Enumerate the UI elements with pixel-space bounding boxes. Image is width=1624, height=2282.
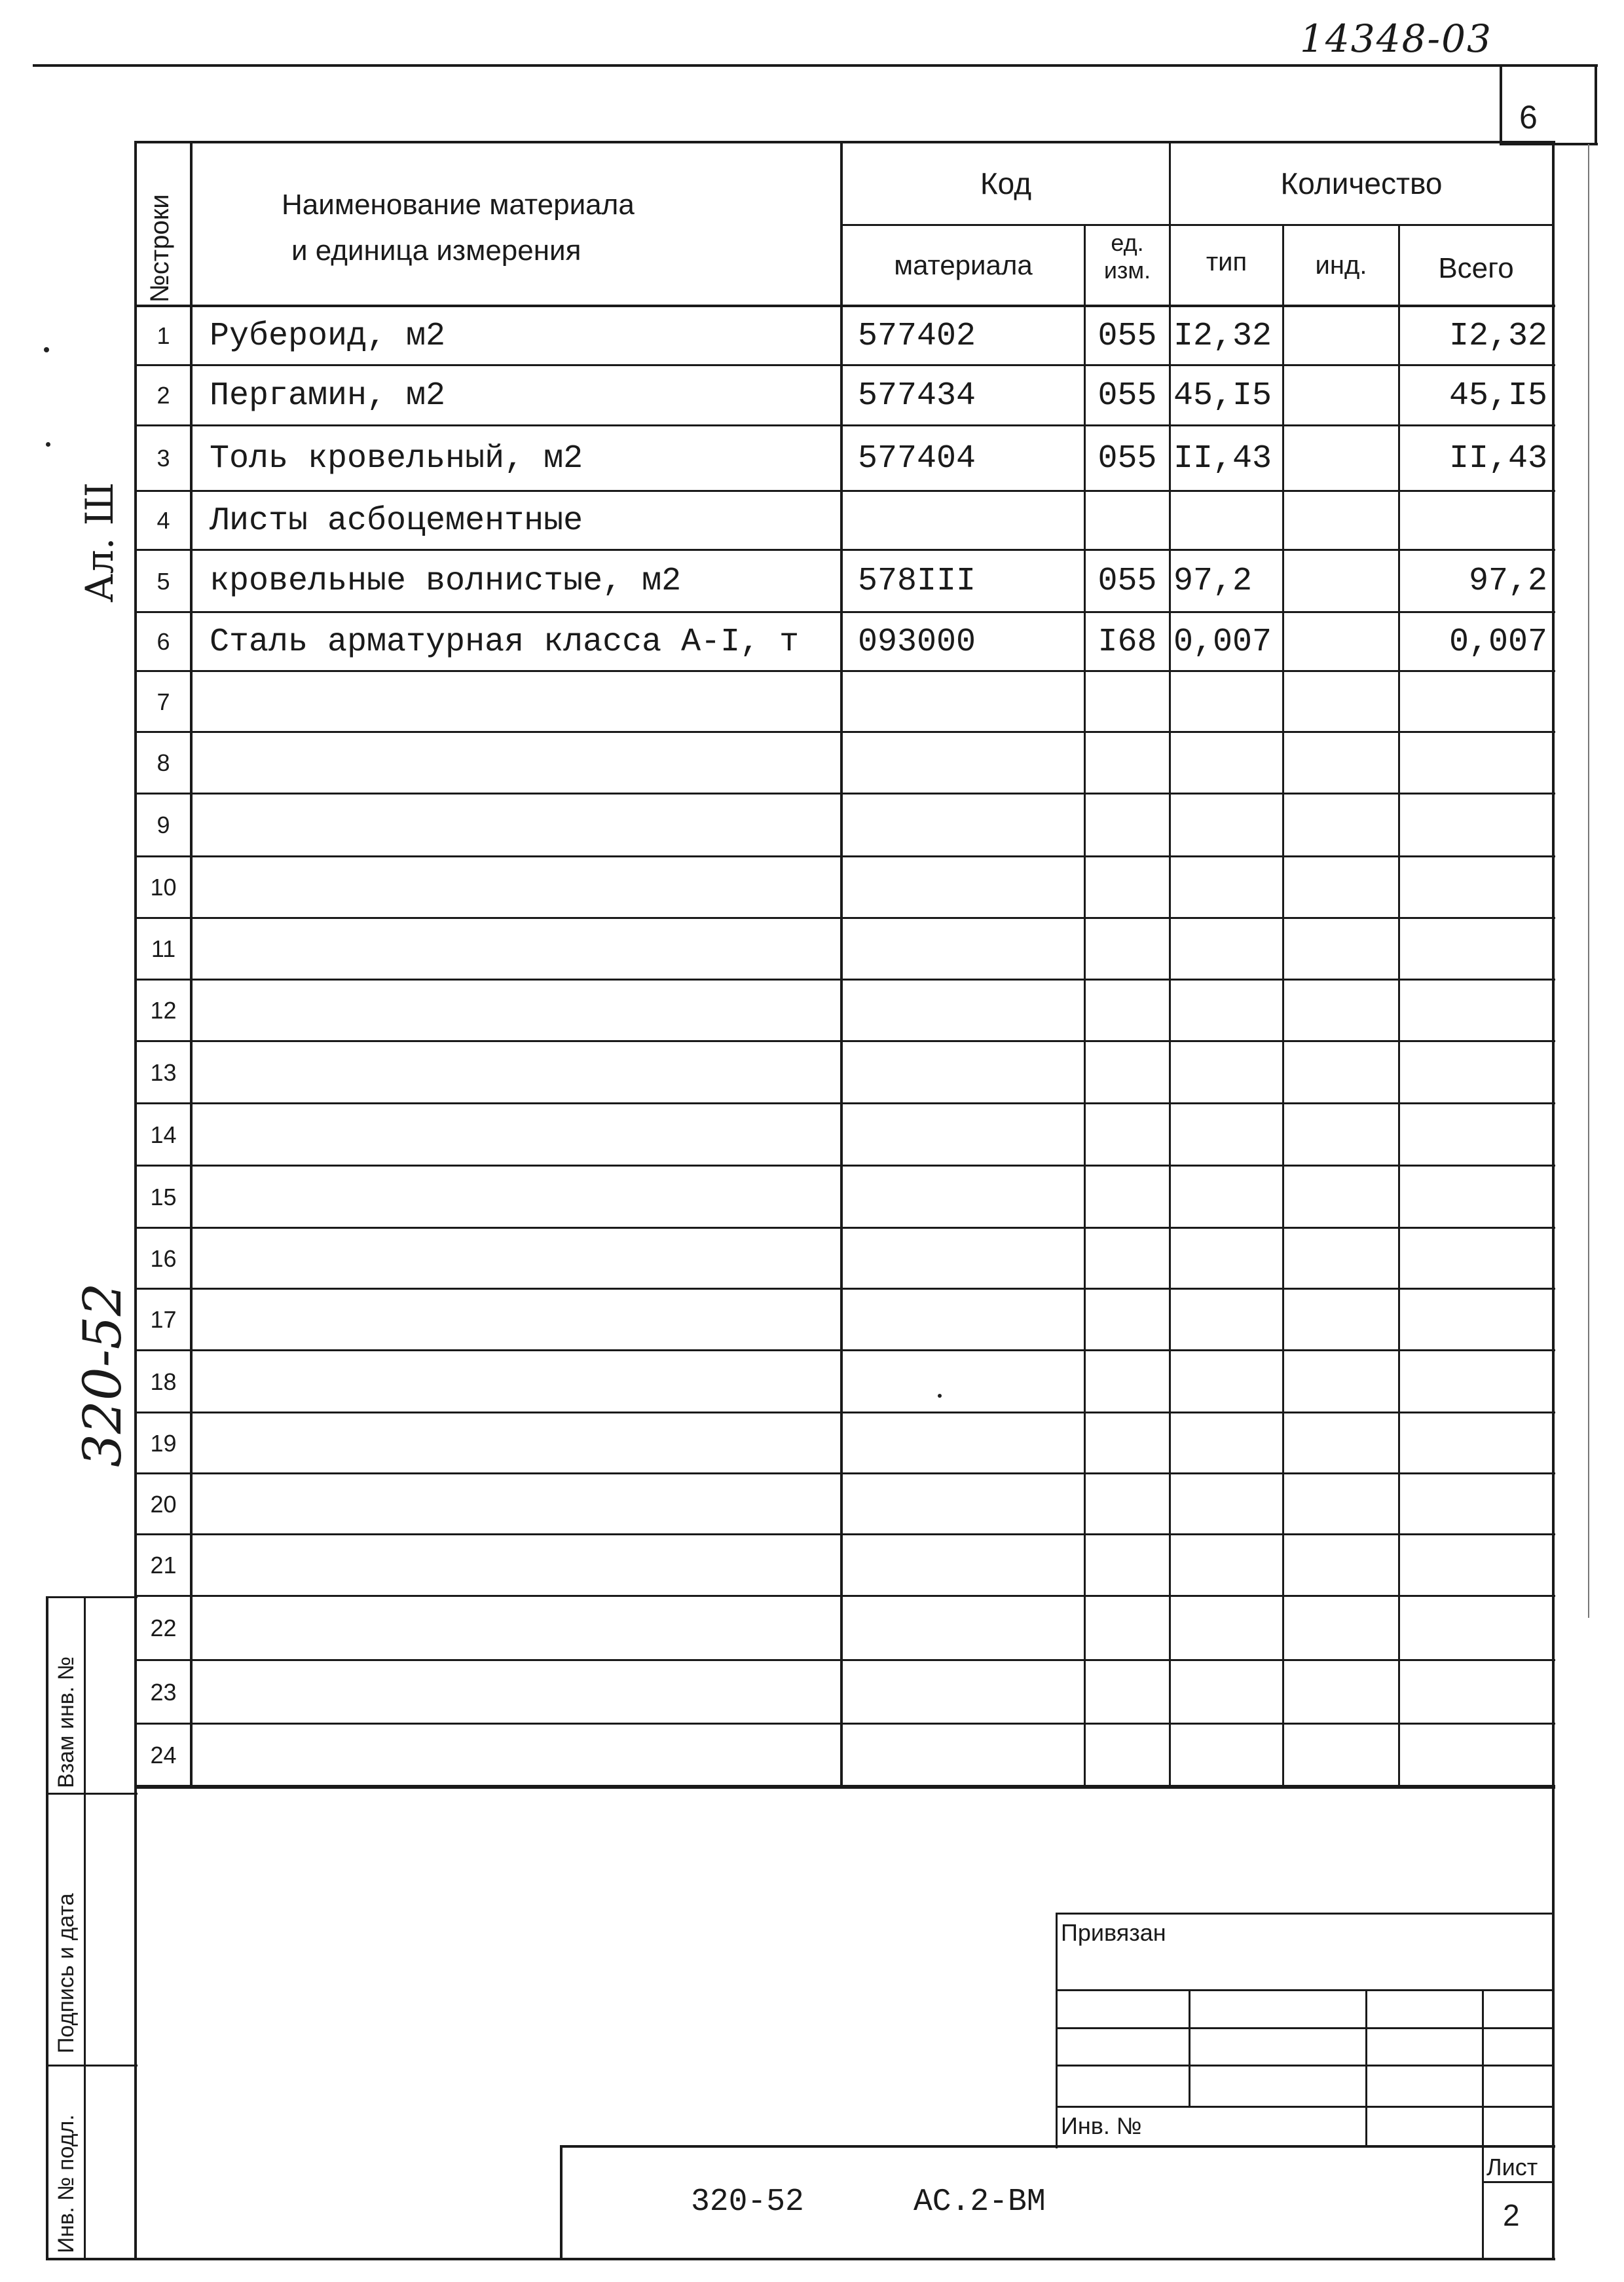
cell-name — [210, 1474, 838, 1535]
cell-n: 7 — [157, 688, 170, 715]
cell-total: 45,I5 — [1449, 377, 1547, 415]
margin-dot — [46, 442, 50, 447]
cell-name — [210, 1166, 838, 1228]
cell-unit — [1086, 732, 1169, 794]
cell-code: 577404 — [858, 440, 976, 477]
cell-ind — [1284, 1474, 1398, 1535]
cell-type — [1173, 980, 1282, 1041]
cell-name: Сталь арматурная класса А-I, т — [210, 623, 800, 661]
designation-code: АС.2-ВМ — [913, 2184, 1046, 2220]
cell-ind — [1284, 1289, 1398, 1351]
cell-total — [1400, 1041, 1547, 1104]
cell-unit: I68 — [1098, 623, 1157, 661]
cell-unit: 055 — [1098, 440, 1157, 477]
sheet-number: 2 — [1503, 2198, 1520, 2232]
cell-total — [1400, 918, 1547, 980]
cell-total — [1400, 1104, 1547, 1166]
cell-total: 0,007 — [1449, 623, 1547, 661]
cell-total — [1400, 1596, 1547, 1660]
header-type: тип — [1206, 247, 1247, 276]
cell-code — [858, 671, 1084, 732]
cell-ind — [1284, 857, 1398, 918]
sheet-label: Лист — [1486, 2154, 1538, 2180]
cell-ind — [1284, 1041, 1398, 1104]
cell-n: 21 — [150, 1552, 177, 1579]
cell-n: 14 — [150, 1121, 177, 1148]
cell-n: 4 — [157, 507, 170, 534]
cell-name — [210, 1413, 838, 1474]
privyazan-label: Привязан — [1061, 1919, 1166, 1946]
cell-unit — [1086, 1413, 1169, 1474]
cell-name — [210, 732, 838, 794]
cell-ind — [1284, 1104, 1398, 1166]
cell-type: 0,007 — [1173, 623, 1272, 661]
side-label-doc-number: 320-52 — [72, 1282, 133, 1467]
cell-unit — [1086, 980, 1169, 1041]
cell-code — [858, 1535, 1084, 1596]
cell-name — [210, 1535, 838, 1596]
cell-unit: 055 — [1098, 563, 1157, 600]
cell-type: 97,2 — [1173, 563, 1253, 600]
cell-n: 20 — [150, 1490, 177, 1518]
cell-name — [210, 1289, 838, 1351]
header-unit: ед. изм. — [1103, 229, 1151, 284]
cell-n: 24 — [150, 1741, 177, 1768]
cell-type — [1173, 1596, 1282, 1660]
cell-type — [1173, 918, 1282, 980]
cell-name — [210, 918, 838, 980]
cell-total — [1400, 1474, 1547, 1535]
stamp-inv-podl: Инв. № подл. — [54, 2114, 79, 2253]
cell-total — [1400, 1228, 1547, 1289]
cell-type — [1173, 1535, 1282, 1596]
cell-name — [210, 1596, 838, 1660]
cell-ind — [1284, 671, 1398, 732]
cell-n: 5 — [157, 567, 170, 595]
cell-type — [1173, 1104, 1282, 1166]
cell-total — [1400, 1413, 1547, 1474]
cell-name — [210, 1228, 838, 1289]
cell-type: 45,I5 — [1173, 377, 1272, 415]
side-label-al: Ал. Ш — [77, 482, 122, 603]
cell-name — [210, 1724, 838, 1786]
cell-total — [1400, 671, 1547, 732]
header-code: Код — [980, 166, 1032, 200]
cell-code — [858, 732, 1084, 794]
cell-code — [858, 1596, 1084, 1660]
cell-type: II,43 — [1173, 440, 1272, 477]
cell-n: 8 — [157, 749, 170, 776]
cell-name — [210, 1660, 838, 1724]
cell-unit — [1086, 671, 1169, 732]
cell-type — [1173, 1289, 1282, 1351]
cell-code — [858, 1041, 1084, 1104]
header-material: материала — [894, 250, 1033, 280]
cell-type — [1173, 1413, 1282, 1474]
cell-unit — [1086, 1104, 1169, 1166]
cell-unit — [1086, 1228, 1169, 1289]
cell-n: 11 — [151, 935, 176, 962]
handwritten-doc-code: 14348-03 — [1300, 16, 1492, 61]
cell-n: 18 — [150, 1368, 177, 1395]
cell-total: 97,2 — [1468, 563, 1547, 600]
cell-code: 577434 — [858, 377, 976, 415]
cell-total — [1400, 1660, 1547, 1724]
cell-n: 1 — [157, 322, 170, 349]
cell-name — [210, 671, 838, 732]
cell-type — [1173, 1351, 1282, 1413]
margin-dot — [44, 347, 49, 352]
cell-unit — [1086, 1724, 1169, 1786]
cell-ind — [1284, 550, 1398, 612]
cell-n: 13 — [150, 1058, 177, 1086]
cell-name — [210, 980, 838, 1041]
cell-unit: 055 — [1098, 317, 1157, 355]
cell-type — [1173, 1724, 1282, 1786]
page-number: 6 — [1519, 99, 1538, 136]
cell-type — [1173, 1166, 1282, 1228]
cell-ind — [1284, 1724, 1398, 1786]
cell-ind — [1284, 307, 1398, 365]
cell-ind — [1284, 980, 1398, 1041]
cell-n: 17 — [150, 1306, 177, 1333]
cell-total — [1400, 857, 1547, 918]
cell-type — [1173, 1474, 1282, 1535]
cell-name: Толь кровельный, м2 — [210, 440, 583, 477]
stamp-podpis-data: Подпись и дата — [54, 1893, 79, 2053]
cell-type — [1173, 732, 1282, 794]
cell-n: 19 — [150, 1429, 177, 1457]
cell-type — [1173, 857, 1282, 918]
cell-name: кровельные волнистые, м2 — [210, 563, 682, 600]
cell-unit — [1086, 1535, 1169, 1596]
cell-total — [1400, 491, 1547, 550]
cell-unit — [1086, 1660, 1169, 1724]
cell-code — [858, 918, 1084, 980]
cell-n: 16 — [150, 1244, 177, 1272]
cell-unit — [1086, 1166, 1169, 1228]
cell-code: 577402 — [858, 317, 976, 355]
cell-ind — [1284, 1166, 1398, 1228]
stamp-vzam-inv: Взам инв. № — [54, 1656, 79, 1788]
cell-ind — [1284, 732, 1398, 794]
header-name-unit: и единица измерения — [291, 234, 581, 267]
cell-type — [1173, 1660, 1282, 1724]
cell-unit — [1086, 1041, 1169, 1104]
cell-type — [1173, 1041, 1282, 1104]
cell-code — [858, 1413, 1084, 1474]
cell-name — [210, 857, 838, 918]
cell-name: Рубероид, м2 — [210, 317, 446, 355]
cell-code — [858, 1104, 1084, 1166]
cell-type — [1173, 794, 1282, 857]
cell-total — [1400, 1535, 1547, 1596]
cell-type — [1173, 491, 1282, 550]
cell-total: I2,32 — [1449, 317, 1547, 355]
cell-name — [210, 1351, 838, 1413]
cell-unit — [1086, 491, 1169, 550]
cell-code — [858, 794, 1084, 857]
cell-total — [1400, 980, 1547, 1041]
cell-code — [858, 1474, 1084, 1535]
cell-code: 578III — [858, 563, 976, 600]
cell-total — [1400, 1289, 1547, 1351]
cell-total — [1400, 1351, 1547, 1413]
cell-n: 23 — [150, 1678, 177, 1706]
top-rule — [33, 64, 1598, 67]
cell-ind — [1284, 1660, 1398, 1724]
cell-ind — [1284, 1413, 1398, 1474]
cell-code — [858, 1351, 1084, 1413]
cell-unit — [1086, 794, 1169, 857]
cell-total — [1400, 1724, 1547, 1786]
header-row-number: №строки — [145, 194, 174, 303]
header-name: Наименование материала — [282, 189, 635, 221]
cell-n: 22 — [150, 1615, 177, 1641]
cell-code — [858, 1228, 1084, 1289]
cell-total — [1400, 794, 1547, 857]
cell-type — [1173, 671, 1282, 732]
cell-name: Листы асбоцементные — [210, 502, 583, 540]
cell-code — [858, 491, 1084, 550]
cell-ind — [1284, 612, 1398, 671]
cell-name: Пергамин, м2 — [210, 377, 446, 415]
cell-type — [1173, 1228, 1282, 1289]
cell-ind — [1284, 1596, 1398, 1660]
cell-code — [858, 980, 1084, 1041]
header-total: Всего — [1438, 252, 1514, 284]
cell-name — [210, 1104, 838, 1166]
cell-unit — [1086, 918, 1169, 980]
cell-total — [1400, 1166, 1547, 1228]
cell-type: I2,32 — [1173, 317, 1272, 355]
cell-code — [858, 1289, 1084, 1351]
cell-n: 15 — [150, 1183, 177, 1210]
cell-ind — [1284, 365, 1398, 426]
cell-code — [858, 1724, 1084, 1786]
cell-n: 10 — [150, 874, 177, 901]
cell-n: 2 — [157, 382, 170, 409]
cell-code: 093000 — [858, 623, 976, 661]
cell-name — [210, 1041, 838, 1104]
cell-ind — [1284, 426, 1398, 491]
designation-series: 320-52 — [691, 2184, 804, 2220]
cell-ind — [1284, 1535, 1398, 1596]
header-quantity: Количество — [1280, 166, 1443, 200]
cell-ind — [1284, 794, 1398, 857]
inv-number-label: Инв. № — [1061, 2112, 1142, 2139]
cell-ind — [1284, 1351, 1398, 1413]
cell-unit — [1086, 1289, 1169, 1351]
cell-ind — [1284, 918, 1398, 980]
cell-n: 3 — [157, 445, 170, 472]
cell-ind — [1284, 1228, 1398, 1289]
cell-n: 9 — [157, 812, 170, 838]
cell-name — [210, 794, 838, 857]
cell-unit: 055 — [1098, 377, 1157, 415]
cell-n: 12 — [150, 997, 177, 1024]
cell-unit — [1086, 1474, 1169, 1535]
cell-total — [1400, 732, 1547, 794]
cell-unit — [1086, 1351, 1169, 1413]
cell-code — [858, 1660, 1084, 1724]
cell-total: II,43 — [1449, 440, 1547, 477]
cell-unit — [1086, 857, 1169, 918]
cell-code — [858, 1166, 1084, 1228]
cell-ind — [1284, 491, 1398, 550]
cell-unit — [1086, 1596, 1169, 1660]
cell-code — [858, 857, 1084, 918]
header-ind: инд. — [1315, 250, 1367, 280]
cell-n: 6 — [157, 628, 170, 655]
